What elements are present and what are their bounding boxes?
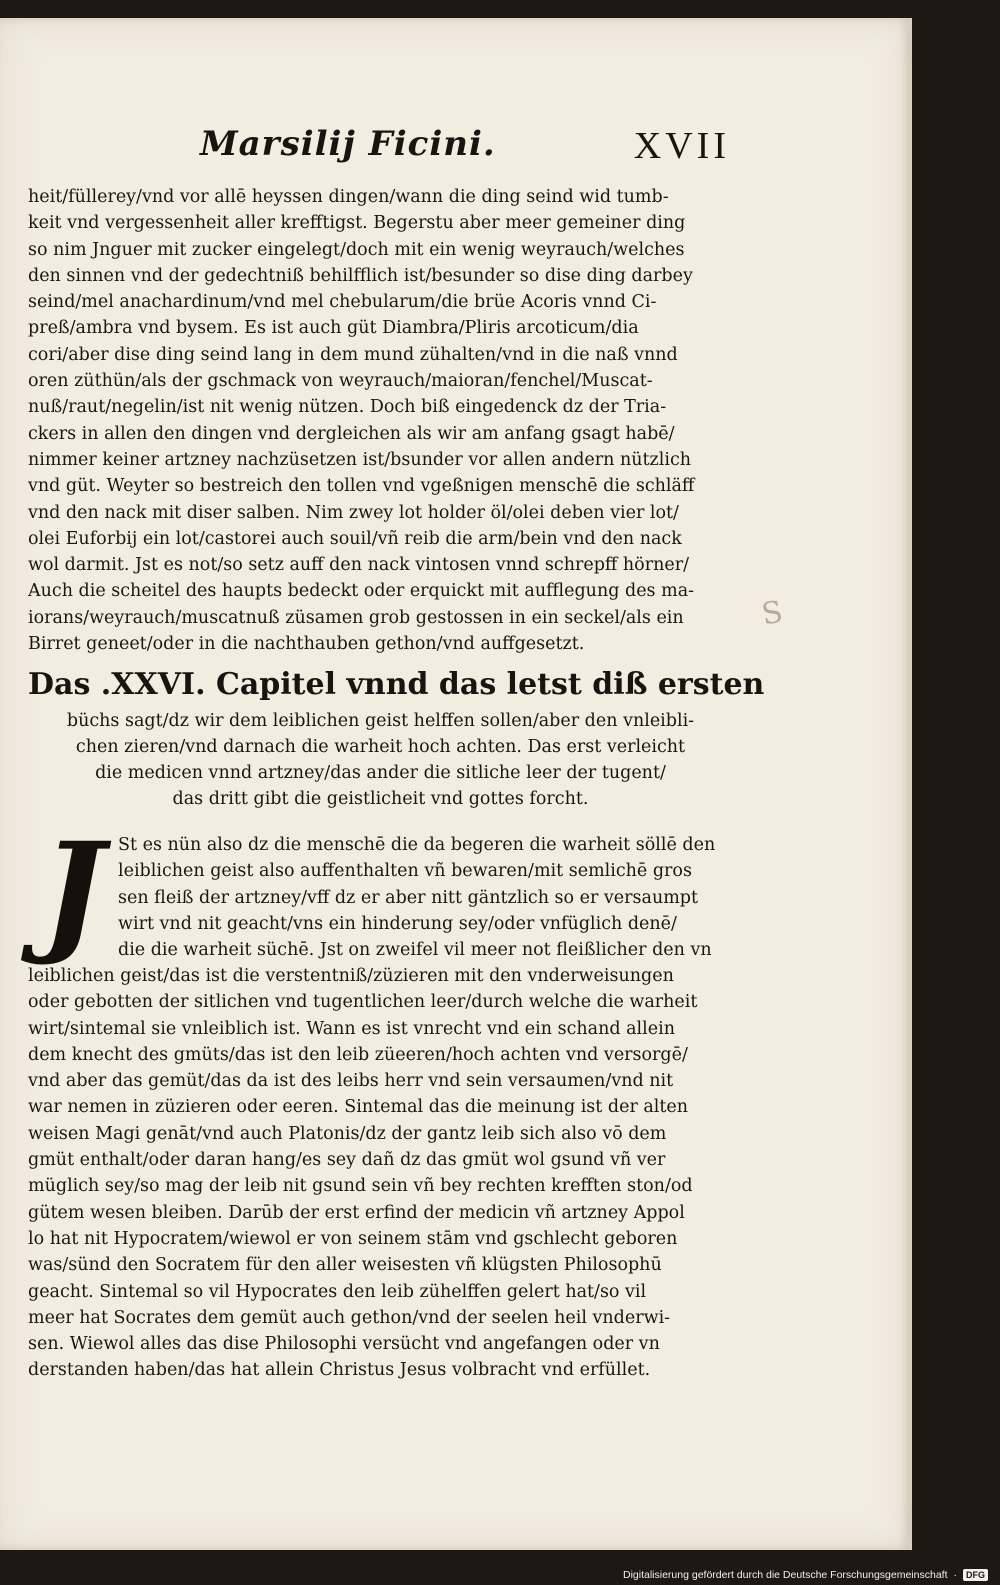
text-line: vnd den nack mit diser salben. Nim zwey lot holder öl/olei deben vier lot/ xyxy=(28,502,679,523)
text-line: den sinnen vnd der gedechtniß behilfflich ist/besunder so dise ding darbey xyxy=(28,265,693,286)
chapter-subtitle-line: büchs sagt/dz wir dem leiblichen geist helffen sollen/aber den vnleibli- xyxy=(66,711,695,731)
text-line: sen fleiß der artzney/vff dz er aber nitt gäntzlich so er versaumpt xyxy=(118,887,699,908)
text-line: heit/füllerey/vnd vor allē heyssen dingen/wann die ding seind wid tumb- xyxy=(28,187,669,207)
text-block-2 xyxy=(28,963,733,1384)
footer-text: Digitalisierung gefördert durch die Deutsche Forschungsgemeinschaft xyxy=(622,1569,948,1581)
text-line: ckers in allen den dingen vnd dergleichen als wir am anfang gsagt habē/ xyxy=(28,423,675,444)
text-block-1 xyxy=(28,184,733,657)
chapter-subtitle-line: chen zieren/vnd darnach die warheit hoch achten. Das erst verleicht xyxy=(75,737,686,757)
chapter-subtitle-line: die medicen vnnd artzney/das ander die sitliche leer der tugent/ xyxy=(95,763,666,783)
page-edge xyxy=(908,18,912,1550)
text-line: leiblichen geist also auffenthalten vñ bewaren/mit semlichē gros xyxy=(118,861,692,882)
text-line: gmüt enthalt/oder daran hang/es sey dañ dz das gmüt wol gsund vñ ver xyxy=(28,1150,666,1171)
text-line: St es nün also dz die menschē die da begeren die warheit söllē den xyxy=(118,835,716,855)
running-head xyxy=(200,124,730,174)
text-line: wol darmit. Jst es not/so setz auff den nack vintosen vnnd schrepff hörner/ xyxy=(28,555,689,576)
text-line: oren züthün/als der gschmack von weyrauch/maioran/fenchel/Muscat- xyxy=(28,371,653,392)
text-line: Auch die scheitel des haupts bedeckt oder erquickt mit aufflegung des ma- xyxy=(28,581,695,602)
text-line: gütem wesen bleiben. Darūb der erst erfind der medicin vñ artzney Appol xyxy=(28,1202,685,1223)
margin-mark: S xyxy=(759,594,786,633)
text-line: wirt vnd nit geacht/vns ein hinderung sey/oder vnfüglich denē/ xyxy=(118,913,677,934)
footer-separator: · xyxy=(953,1569,957,1581)
text-line: geacht. Sintemal so vil Hypocrates den leib zühelffen gelert hat/so vil xyxy=(28,1281,647,1302)
text-line: cori/aber dise ding seind lang in dem mund zühalten/vnd in die naß vnnd xyxy=(28,344,678,365)
running-head-title: Marsilij Ficini. xyxy=(200,124,496,164)
folio-number: XVII xyxy=(633,125,730,167)
text-line: iorans/weyrauch/muscatnuß züsamen grob gestossen in ein seckel/als ein xyxy=(28,607,684,628)
text-line: seind/mel anachardinum/vnd mel chebularum/die brüe Acoris vnnd Ci- xyxy=(28,292,657,313)
text-block-2-indented xyxy=(118,832,733,963)
text-line: die die warheit süchē. Jst on zweifel vil meer not fleißlicher den vn xyxy=(118,940,712,961)
chapter-heading xyxy=(28,662,765,812)
text-line: lo hat nit Hypocratem/wiewol er von seinem stām vnd gschlecht geboren xyxy=(28,1228,678,1249)
chapter-title: Das .XXVI. Capitel vnnd das letst diß ersten xyxy=(28,667,765,702)
text-line: olei Euforbij ein lot/castorei auch souil/vñ reib die arm/bein vnd den nack xyxy=(28,528,682,549)
decorated-initial: J xyxy=(41,814,105,969)
digitization-footer xyxy=(623,1569,988,1581)
text-line: vnd güt. Weyter so bestreich den tollen vnd vgeßnigen menschē die schläff xyxy=(28,476,695,497)
text-line: leiblichen geist/das ist die verstentniß/züzieren mit den vnderweisungen xyxy=(28,966,674,986)
text-line: wirt/sintemal sie vnleiblich ist. Wann es ist vnrecht vnd ein schand allein xyxy=(28,1018,675,1039)
text-line: weisen Magi genāt/vnd auch Platonis/dz der gantz leib sich also vō dem xyxy=(28,1123,667,1144)
text-line: sen. Wiewol alles das dise Philosophi versücht vnd angefangen oder vn xyxy=(28,1334,660,1355)
text-line: war nemen in züzieren oder eeren. Sintemal das die meinung ist der alten xyxy=(28,1097,689,1118)
text-line: keit vnd vergessenheit aller krefftigst. Begerstu aber meer gemeiner ding xyxy=(28,213,686,234)
text-line: oder gebotten der sitlichen vnd tugentlichen leer/durch welche die warheit xyxy=(28,992,698,1013)
chapter-subtitle-line: das dritt gibt die geistlicheit vnd gottes forcht. xyxy=(172,789,589,809)
text-line: derstanden haben/das hat allein Christus Jesus volbracht vnd erfüllet. xyxy=(28,1360,651,1381)
text-line: so nim Jnguer mit zucker eingelegt/doch mit ein wenig weyrauch/welches xyxy=(28,239,685,260)
dfg-logo: DFG xyxy=(963,1569,988,1581)
text-line: dem knecht des gmüts/das ist den leib züeeren/hoch achten vnd versorgē/ xyxy=(28,1044,688,1065)
text-line: meer hat Socrates dem gemüt auch gethon/vnd der seelen heil vnderwi- xyxy=(28,1307,671,1328)
text-line: preß/ambra vnd bysem. Es ist auch güt Diambra/Pliris arcoticum/dia xyxy=(28,318,639,339)
text-line: nuß/raut/negelin/ist nit wenig nützen. Doch biß eingedenck dz der Tria- xyxy=(28,397,667,418)
text-line: nimmer keiner artzney nachzüsetzen ist/bsunder vor allen andern nützlich xyxy=(28,449,692,470)
text-line: Birret geneet/oder in die nachthauben gethon/vnd auffgesetzt. xyxy=(28,634,585,655)
text-line: vnd aber das gemüt/das da ist des leibs herr vnd sein versaumen/vnd nit xyxy=(28,1071,674,1092)
text-line: müglich sey/so mag der leib nit gsund sein vñ bey rechten krefften ston/od xyxy=(28,1176,693,1197)
text-line: was/sünd den Socratem für den aller weisesten vñ klügsten Philosophū xyxy=(28,1255,662,1276)
